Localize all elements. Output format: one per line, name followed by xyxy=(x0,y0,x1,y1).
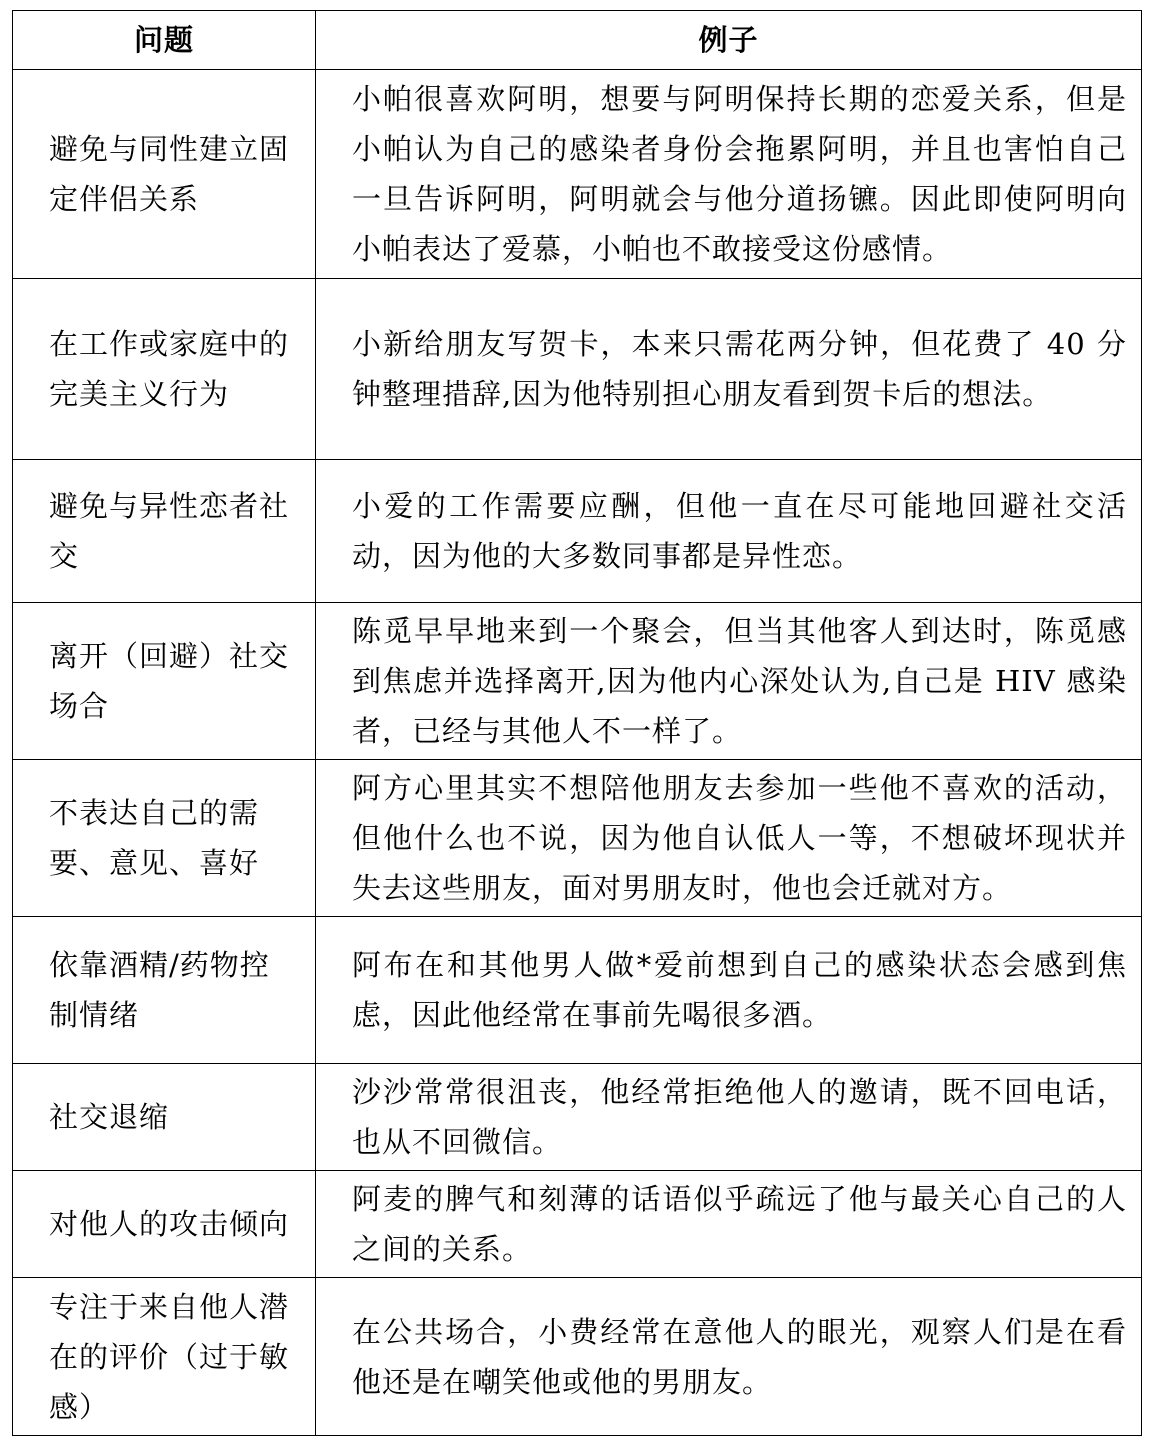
example-cell: 小帕很喜欢阿明，想要与阿明保持长期的恋爱关系，但是小帕认为自己的感染者身份会拖累阿明，并且也害怕自己一旦告诉阿明，阿明就会与他分道扬镳。因此即使阿明向小帕表达了爱慕，小帕也不敢接受这份感情。 xyxy=(316,70,1142,279)
table-row xyxy=(13,1278,1142,1436)
example-cell: 阿布在和其他男人做*爱前想到自己的感染状态会感到焦虑，因此他经常在事前先喝很多酒。 xyxy=(316,917,1142,1064)
table-row xyxy=(13,603,1142,760)
header-problem: 问题 xyxy=(13,11,316,70)
example-cell: 陈觅早早地来到一个聚会，但当其他客人到达时，陈觅感到焦虑并选择离开,因为他内心深处认为,自己是 HIV 感染者，已经与其他人不一样了。 xyxy=(316,603,1142,760)
problem-cell: 对他人的攻击倾向 xyxy=(13,1171,316,1278)
problem-cell: 避免与异性恋者社交 xyxy=(13,460,316,603)
header-example: 例子 xyxy=(316,11,1142,70)
problem-cell: 不表达自己的需要、意见、喜好 xyxy=(13,760,316,917)
example-cell: 小新给朋友写贺卡，本来只需花两分钟，但花费了 40 分钟整理措辞,因为他特别担心朋友看到贺卡后的想法。 xyxy=(316,279,1142,460)
table-row xyxy=(13,70,1142,279)
table-row xyxy=(13,1171,1142,1278)
table-header-row xyxy=(13,11,1142,70)
example-cell: 阿方心里其实不想陪他朋友去参加一些他不喜欢的活动，但他什么也不说，因为他自认低人一等，不想破坏现状并失去这些朋友，面对男朋友时，他也会迁就对方。 xyxy=(316,760,1142,917)
table-row xyxy=(13,460,1142,603)
problem-cell: 专注于来自他人潜在的评价（过于敏感） xyxy=(13,1278,316,1436)
problem-cell: 避免与同性建立固定伴侣关系 xyxy=(13,70,316,279)
table-row xyxy=(13,917,1142,1064)
table-row xyxy=(13,760,1142,917)
table-row xyxy=(13,1064,1142,1171)
problem-cell: 依靠酒精/药物控制情绪 xyxy=(13,917,316,1064)
problem-example-table xyxy=(12,10,1142,1436)
table-row xyxy=(13,279,1142,460)
problem-example-table-container xyxy=(12,10,1141,1436)
problem-cell: 在工作或家庭中的完美主义行为 xyxy=(13,279,316,460)
example-cell: 阿麦的脾气和刻薄的话语似乎疏远了他与最关心自己的人之间的关系。 xyxy=(316,1171,1142,1278)
problem-cell: 社交退缩 xyxy=(13,1064,316,1171)
example-cell: 沙沙常常很沮丧，他经常拒绝他人的邀请，既不回电话，也从不回微信。 xyxy=(316,1064,1142,1171)
example-cell: 在公共场合，小费经常在意他人的眼光，观察人们是在看他还是在嘲笑他或他的男朋友。 xyxy=(316,1278,1142,1436)
problem-cell: 离开（回避）社交场合 xyxy=(13,603,316,760)
example-cell: 小爱的工作需要应酬，但他一直在尽可能地回避社交活动，因为他的大多数同事都是异性恋。 xyxy=(316,460,1142,603)
